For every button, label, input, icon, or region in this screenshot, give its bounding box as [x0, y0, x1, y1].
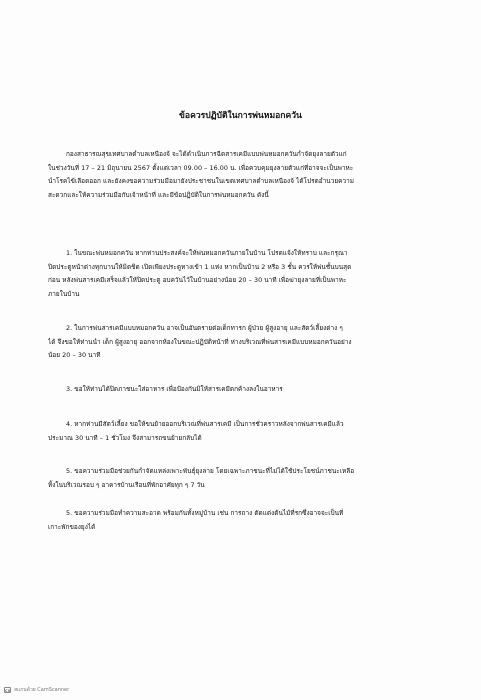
paragraph-line: 5. ขอความร่วมมือช่วยกันกำจัดแหล่งเพาะพันธุ์ยุงลาย โดยเฉพาะภาชนะที่ไม่ได้ใช้ประโยชน์ภาชนะเหลือ	[66, 467, 355, 475]
paragraph-line: เกาะพักของยุงได้	[48, 522, 96, 531]
rule-item-6	[48, 507, 448, 534]
rule-item-3	[48, 383, 448, 397]
scanner-watermark-text: สแกนด้วย CamScanner	[14, 687, 70, 693]
paragraph-line: ประมาณ 30 นาที – 1 ชั่วโมง จึงสามารถขนย้ายกลับได้	[48, 433, 202, 442]
paragraph-line: 1. ในขณะพ่นหมอกควัน หากท่านประสงค์จะให้พ่นหมอกควันภายในบ้าน โปรดแจ้งให้ทราบ และกรุณา	[66, 249, 348, 257]
paragraph-line: ได้ จึงขอให้ท่านนำ เด็ก ผู้สูงอายุ ออกจากห้องในขณะปฏิบัติหน้าที่ ห่างบริเวณที่พ่นสารเคมีแบบหมอกควันอย่าง	[48, 337, 352, 346]
document-title: ข้อควรปฏิบัติในการพ่นหมอกควัน	[179, 111, 302, 121]
intro-paragraph	[48, 148, 448, 202]
paragraph-line: 3. ขอให้ท่านได้ปิดภาชนะใส่อาหาร เพื่อป้องกันมิให้สารเคมีตกค้างลงในอาหาร	[66, 385, 283, 393]
paragraph-line: นำโรคไข้เลือดออก และยังคงขอความร่วมมือมายังประชาชนในเขตเทศบาลตำบลเหนืองจ้ ได้โปรดอำนวยความ	[48, 177, 354, 186]
paragraph-line: ในช่วงวันที่ 17 – 21 มิถุนายน 2567 ตั้งแต่เวลา 09.00 – 16.00 น. เพื่อควบคุมยุงลายตัวแก่ที่อาจจะเป็นพาหะ	[48, 163, 354, 172]
paragraph-line: 2. ในการพ่นสารเคมีแบบหมอกควัน อาจเป็นอันตรายต่อเด็กทารก ผู้ป่วย ผู้สูงอายุ และสัตว์เลี้ยงต่าง ๆ	[66, 324, 343, 332]
rule-item-2	[48, 322, 448, 363]
rule-item-4	[48, 418, 448, 445]
paragraph-line: กองสาธารณสุขเทศบาลตำบลเหนืองจ้ จะได้ดำเนินการฉีดสารเคมีแบบพ่นหมอกควันกำจัดยุงลายตัวแก่	[66, 150, 347, 158]
camscanner-logo-icon: CS	[5, 689, 11, 693]
paragraph-line: ปิดประตูหน้าต่างทุกบานให้มิดชิด เปิดเพียงประตูทางเข้า 1 แห่ง หากเป็นบ้าน 2 หรือ 3 ชั้น ควรให้พ่นชั้นบนสุด	[48, 262, 352, 271]
rule-item-5	[48, 465, 448, 492]
paragraph-line: 5. ขอความร่วมมือทำความสะอาด พร้อมกันทั้งหมู่บ้าน เช่น การถาง ตัดแต่งต้นไม้ที่รกซึ่งอาจจะเป็นที่	[66, 509, 344, 517]
scanner-watermark	[4, 686, 69, 694]
paragraph-line: น้อย 20 – 30 นาที	[48, 351, 101, 360]
paragraph-line: ก่อน หลังพ่นสารเคมีเสร็จแล้วให้ปิดประตู อบควันไว้ในบ้านอย่างน้อย 20 – 30 นาที เพื่อฆ่ายุงลายที่เป็นพาหะ	[48, 276, 347, 285]
paragraph-line: 4. หากท่านมีสัตว์เลี้ยง ขอให้ขนย้ายออกบริเวณที่พ่นสารเคมี เป็นการชั่วคราวหลังจากพ่นสารเคมีแล้ว	[66, 420, 344, 428]
paragraph-line: สะดวกและให้ความร่วมมือกับเจ้าหน้าที่ และมีข้อปฏิบัติในการพ่นหมอกควัน ดังนี้	[48, 190, 269, 199]
rule-item-1	[48, 247, 448, 301]
paragraph-line: ภายในบ้าน	[48, 289, 80, 298]
paragraph-line: ทิ้งในบริเวณรอบ ๆ อาคารบ้านเรือนที่พักอาศัยทุก ๆ 7 วัน	[48, 480, 205, 489]
